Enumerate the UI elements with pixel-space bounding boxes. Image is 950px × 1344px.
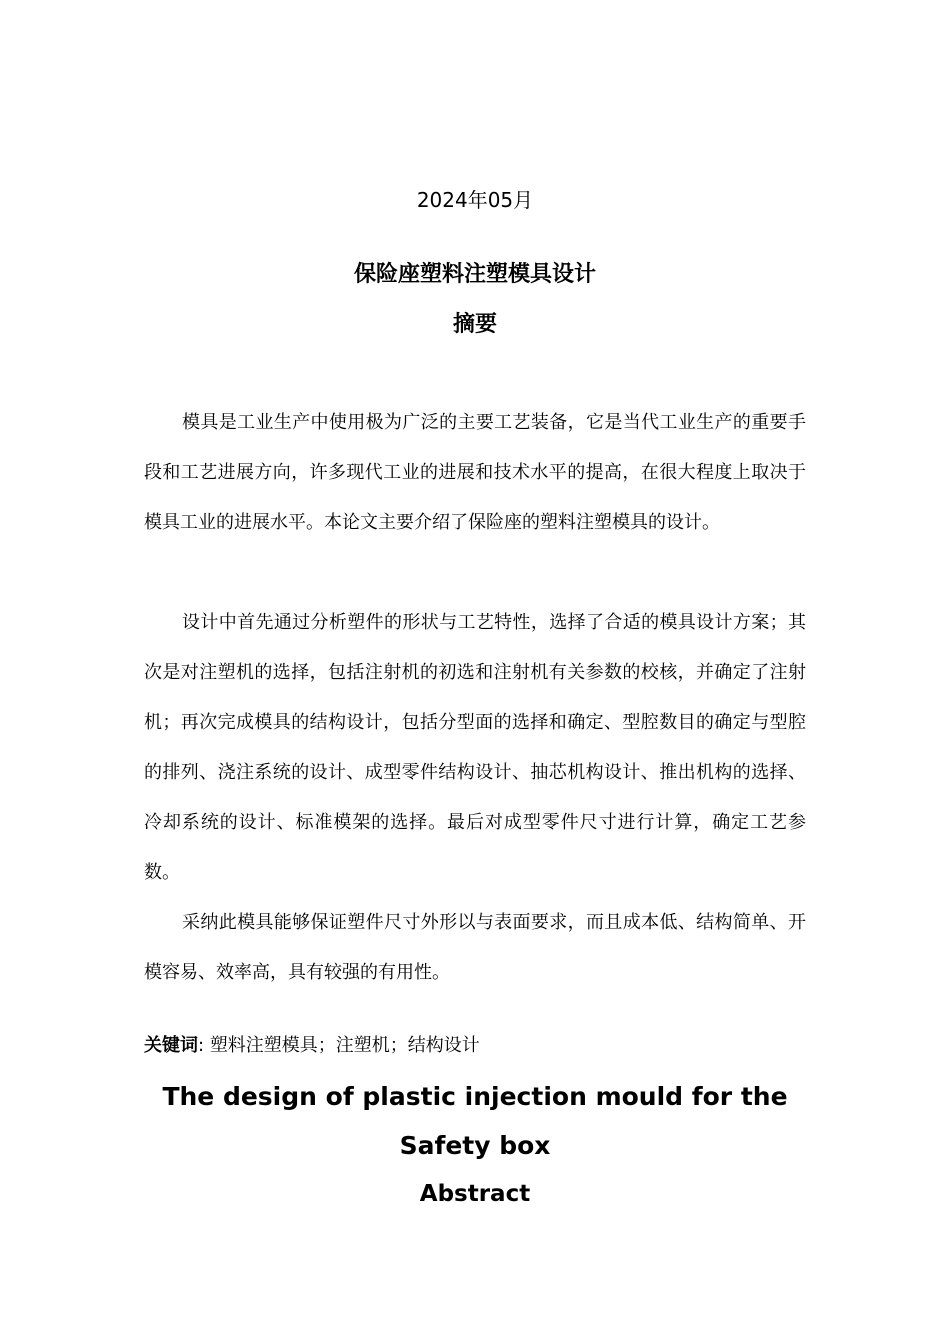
abstract-paragraph: 设计中首先通过分析塑件的形状与工艺特性，选择了合适的模具设计方案；其次是对注塑机的选择，包括注射机的初选和注射机有关参数的校核，并确定了注射机；再次完成模具的结构设计，包括分型面的选择和确定、型腔数目的确定与型腔的排列、浇注系统的设计、成型零件结构设计、抽芯机构设计、推出机构的选择、冷却系统的设计、标准模架的选择。最后对成型零件尺寸进行计算，确定工艺参数。 [144,612,806,883]
abstract-paragraph-2-block [144,598,806,898]
abstract-paragraph-1-block [144,398,806,548]
english-title-line-1: The design of plastic injection mould for the [162,1082,788,1111]
abstract-paragraph-3-block [144,898,806,998]
abstract-paragraph: 模具是工业生产中使用极为广泛的主要工艺装备，它是当代工业生产的重要手段和工艺进展方向，许多现代工业的进展和技术水平的提高，在很大程度上取决于模具工业的进展水平。本论文主要介绍了保险座的塑料注塑模具的设计。 [144,412,806,533]
keywords-line [144,1032,806,1060]
english-abstract-heading: Abstract [419,1181,531,1207]
keywords-text: 塑料注塑模具；注塑机；结构设计 [209,1035,480,1056]
english-title [60,1072,890,1170]
abstract-paragraph: 采纳此模具能够保证塑件尺寸外形以与表面要求，而且成本低、结构简单、开模容易、效率高，具有较强的有用性。 [144,912,806,983]
keywords-label: 关键词 [144,1035,198,1056]
chinese-abstract-heading: 摘要 [452,312,497,337]
document-date: 2024年05月 [416,188,534,212]
english-title-line-2: Safety box [399,1131,551,1160]
keywords-separator: : [198,1035,205,1056]
chinese-title: 保险座塑料注塑模具设计 [353,262,596,287]
